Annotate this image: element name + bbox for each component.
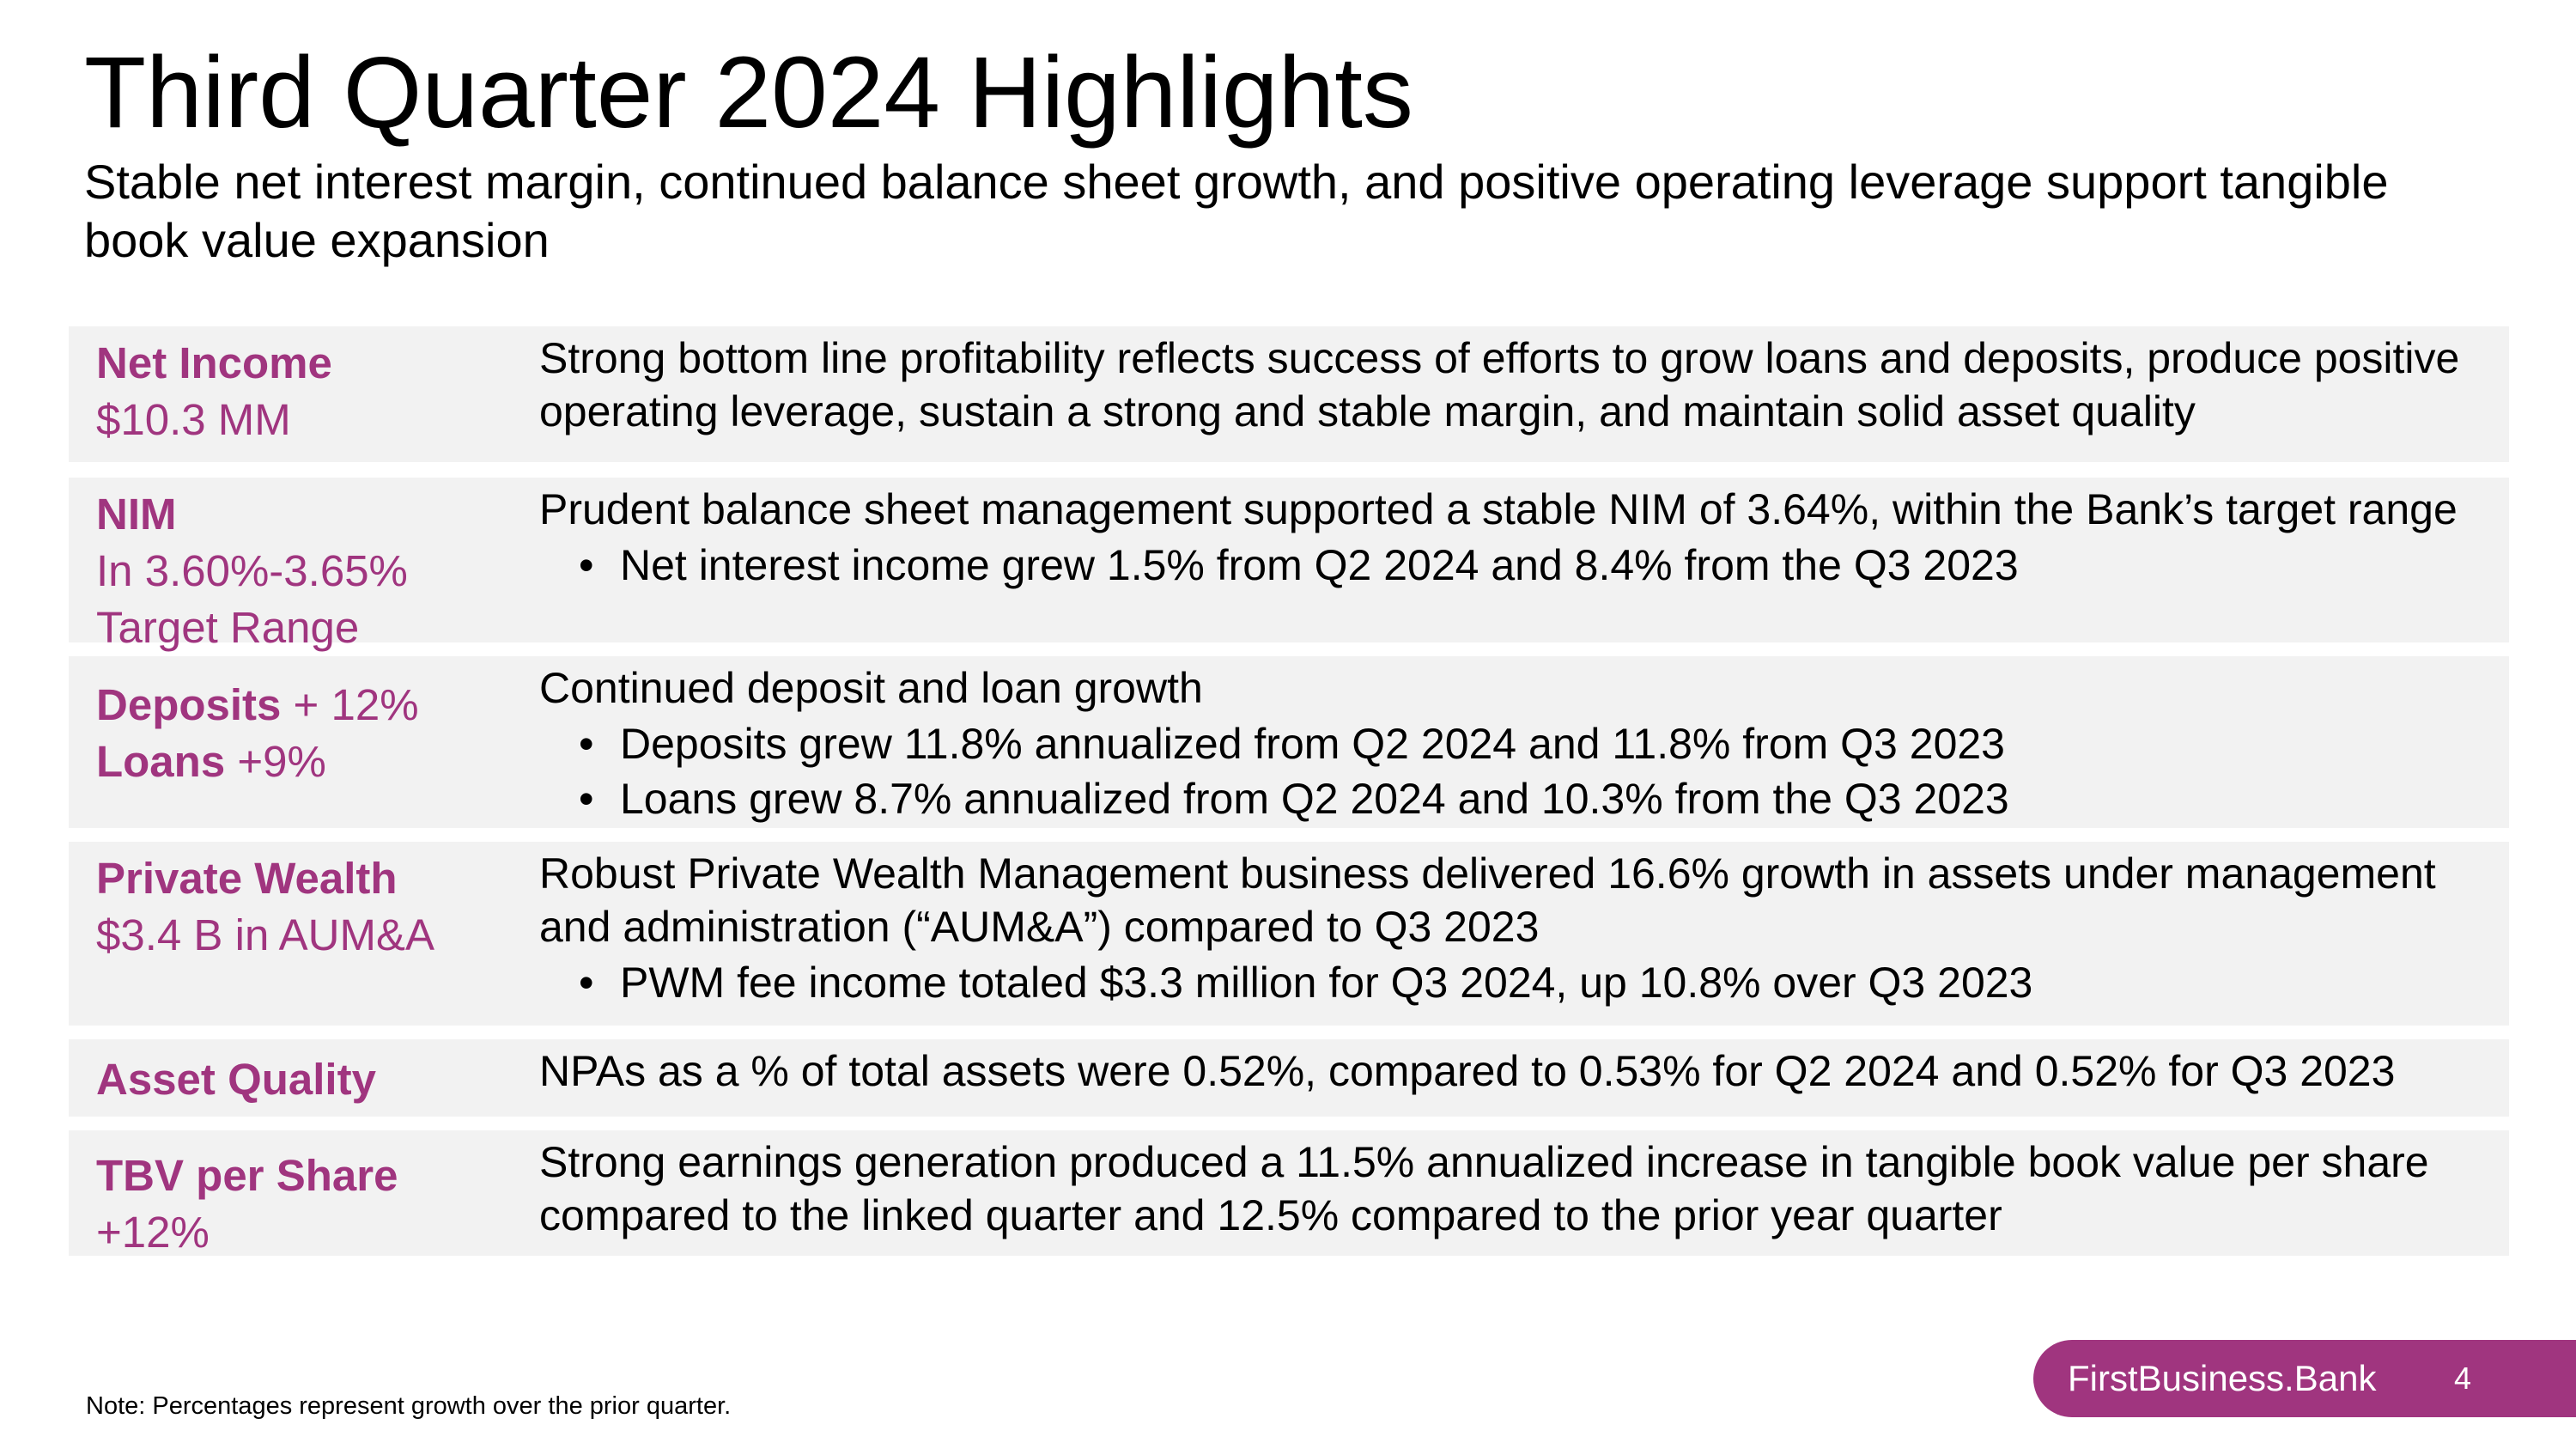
page-title: Third Quarter 2024 Highlights bbox=[84, 36, 1413, 149]
page-number: 4 bbox=[2454, 1361, 2472, 1396]
bullet-list bbox=[539, 538, 2488, 593]
row-text: Prudent balance sheet management supported a stable NIM of 3.64%, within the Bank’s target range bbox=[539, 485, 2458, 533]
row-text: Continued deposit and loan growth bbox=[539, 664, 1203, 712]
brand-footer-bar bbox=[2033, 1340, 2576, 1417]
brand-logo-text: FirstBusiness.Bank bbox=[2068, 1358, 2377, 1398]
row-value-2: +9% bbox=[225, 737, 326, 786]
highlight-row-private-wealth bbox=[69, 842, 2509, 1026]
highlight-row-deposits-loans bbox=[69, 656, 2509, 828]
row-value: $10.3 MM bbox=[96, 395, 291, 444]
bullet-item: • Loans grew 8.7% annualized from Q2 2024 and 10.3% from the Q3 2023 bbox=[579, 771, 2488, 826]
row-label-block bbox=[96, 677, 508, 790]
row-text: Strong bottom line profitability reflects success of efforts to grow loans and deposits, produce positive operating leverage, sustain a strong and stable margin, and maintain solid asset quality bbox=[539, 334, 2460, 435]
row-description bbox=[539, 332, 2488, 438]
row-label: TBV per Share bbox=[96, 1151, 398, 1200]
row-label: NIM bbox=[96, 490, 177, 539]
row-value: In 3.60%-3.65% bbox=[96, 546, 408, 595]
row-value: $3.4 B in AUM&A bbox=[96, 910, 435, 959]
row-text: Strong earnings generation produced a 11.5% annualized increase in tangible book value per share compared to the linked quarter and 12.5% compared to the prior year quarter bbox=[539, 1138, 2429, 1239]
bullet-list bbox=[539, 955, 2488, 1010]
row-label-line1 bbox=[96, 677, 508, 734]
row-value: +12% bbox=[96, 1208, 210, 1257]
row-label-block bbox=[96, 1148, 508, 1261]
row-label-2: Loans bbox=[96, 737, 226, 786]
page-subtitle: Stable net interest margin, continued balance sheet growth, and positive operating leverage support tangible book value expansion bbox=[84, 155, 2389, 267]
row-label-block bbox=[96, 1051, 508, 1108]
footnote: Note: Percentages represent growth over the prior quarter. bbox=[86, 1392, 732, 1420]
bullet-item: • Deposits grew 11.8% annualized from Q2 2024 and 11.8% from Q3 2023 bbox=[579, 716, 2488, 771]
highlight-row-tbv bbox=[69, 1130, 2509, 1256]
row-label-line2 bbox=[96, 734, 508, 790]
row-value-line2: Target Range bbox=[96, 603, 360, 652]
bullet-item: • Net interest income grew 1.5% from Q2 2024 and 8.4% from the Q3 2023 bbox=[579, 538, 2488, 593]
row-label: Private Wealth bbox=[96, 854, 398, 903]
row-description bbox=[539, 1135, 2488, 1242]
row-description bbox=[539, 1044, 2488, 1098]
row-text: NPAs as a % of total assets were 0.52%, compared to 0.53% for Q2 2024 and 0.52% for Q3 2023 bbox=[539, 1047, 2396, 1095]
row-description bbox=[539, 661, 2488, 826]
bullet-list bbox=[539, 716, 2488, 826]
highlight-row-asset-quality bbox=[69, 1039, 2509, 1117]
bullet-item: • PWM fee income totaled $3.3 million for Q3 2024, up 10.8% over Q3 2023 bbox=[579, 955, 2488, 1010]
row-text: Robust Private Wealth Management business delivered 16.6% growth in assets under management and administration (“AUM&A”) compared to Q3 2023 bbox=[539, 849, 2436, 951]
row-label: Deposits bbox=[96, 680, 282, 729]
row-description bbox=[539, 483, 2488, 593]
row-value: + 12% bbox=[281, 680, 419, 729]
row-label: Net Income bbox=[96, 338, 332, 387]
row-label-block bbox=[96, 486, 508, 656]
highlight-row-net-income bbox=[69, 326, 2509, 462]
row-label-block bbox=[96, 850, 508, 964]
highlight-row-nim bbox=[69, 478, 2509, 652]
row-description bbox=[539, 847, 2488, 1010]
row-label-block bbox=[96, 335, 508, 448]
row-label: Asset Quality bbox=[96, 1055, 376, 1104]
